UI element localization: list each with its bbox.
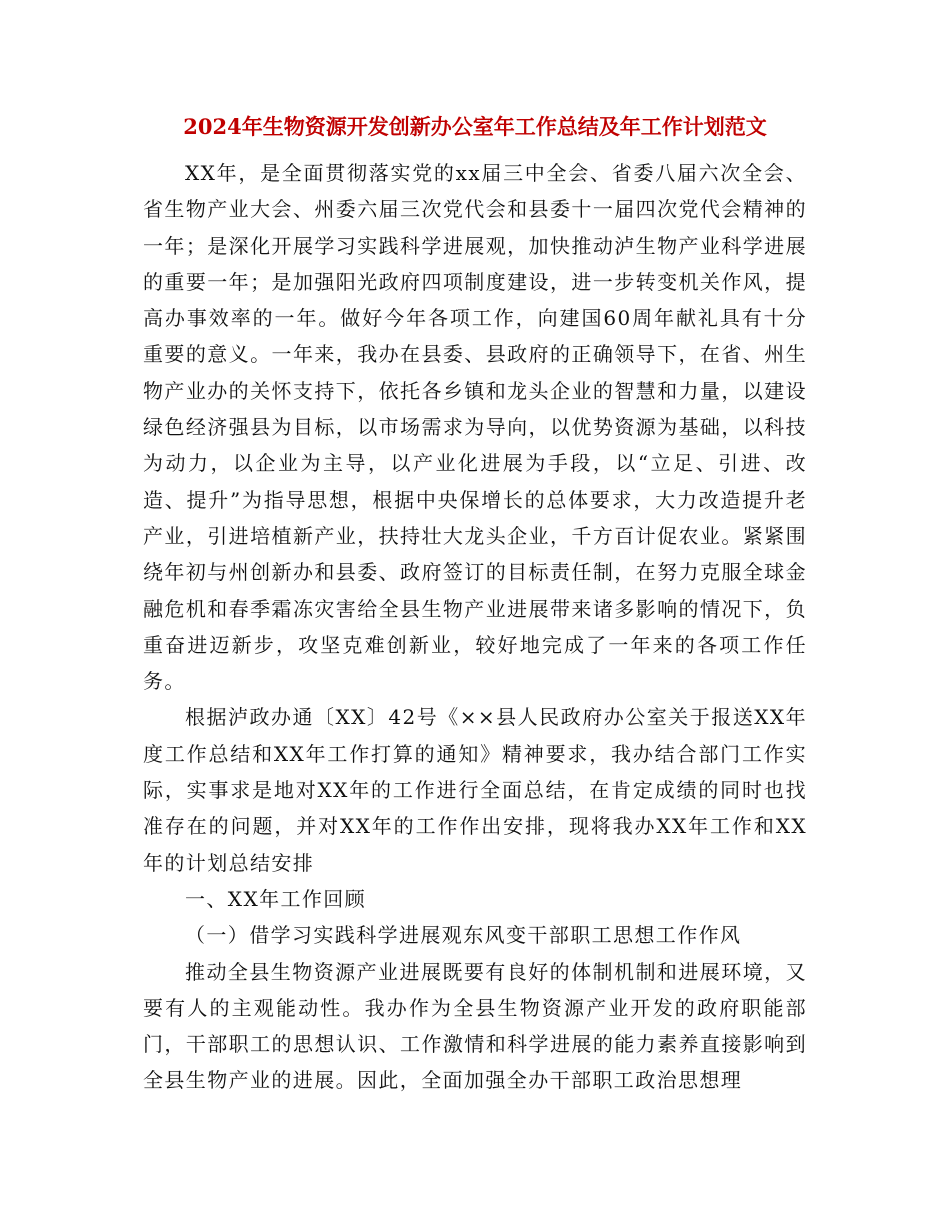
paragraph-basis: 根据泸政办通〔XX〕42号《××县人民政府办公室关于报送XX年度工作总结和XX年工作打算的通知》精神要求，我办结合部门工作实际，实事求是地对XX年的工作进行全面总结，在肯定成绩的同时也找准存在的问题，并对XX年的工作作出安排，现将我办XX年工作和XX年的计划总结安排 [143, 705, 807, 875]
subsection-heading: （一）借学习实践科学进展观东风变干部职工思想工作作风 [185, 923, 742, 948]
paragraph-intro: XX年，是全面贯彻落实党的xx届三中全会、省委八届六次全会、省生物产业大会、州委六届三次党代会和县委十一届四次党代会精神的一年；是深化开展学习实践科学进展观，加快推动泸生物产业科学进展的重要一年；是加强阳光政府四项制度建设，进一步转变机关作风，提高办事效率的一年。做好今年各项工作，向建国60周年献礼具有十分重要的意义。一年来，我办在县委、县政府的正确领导下，在省、州生物产业办的关怀支持下，依托各乡镇和龙头企业的智慧和力量，以建设绿色经济强县为目标，以市场需求为导向，以优势资源为基础，以科技为动力，以企业为主导，以产业化进展为手段，以“立足、引进、改造、提升”为指导思想，根据中央保增长的总体要求，大力改造提升老产业，引进培植新产业，扶持壮大龙头企业，千方百计促农业。紧紧围绕年初与州创新办和县委、政府签订的目标责任制，在努力克服全球金融危机和春季霜冻灾害给全县生物产业进展带来诸多影响的情况下，负重奋进迈新步，攻坚克难创新业，较好地完成了一年来的各项工作任务。 [143, 161, 807, 694]
document-body [143, 155, 807, 1099]
paragraph-final: 推动全县生物资源产业进展既要有良好的体制机制和进展环境，又要有人的主观能动性。我办作为全县生物资源产业开发的政府职能部门，干部职工的思想认识、工作激情和科学进展的能力素养直接影响到全县生物产业的进展。因此，全面加强全办干部职工政治思想理 [143, 959, 807, 1093]
section-heading: 一、XX年工作回顾 [185, 886, 367, 911]
document-title: 2024年生物资源开发创新办公室年工作总结及年工作计划范文 [183, 114, 767, 139]
